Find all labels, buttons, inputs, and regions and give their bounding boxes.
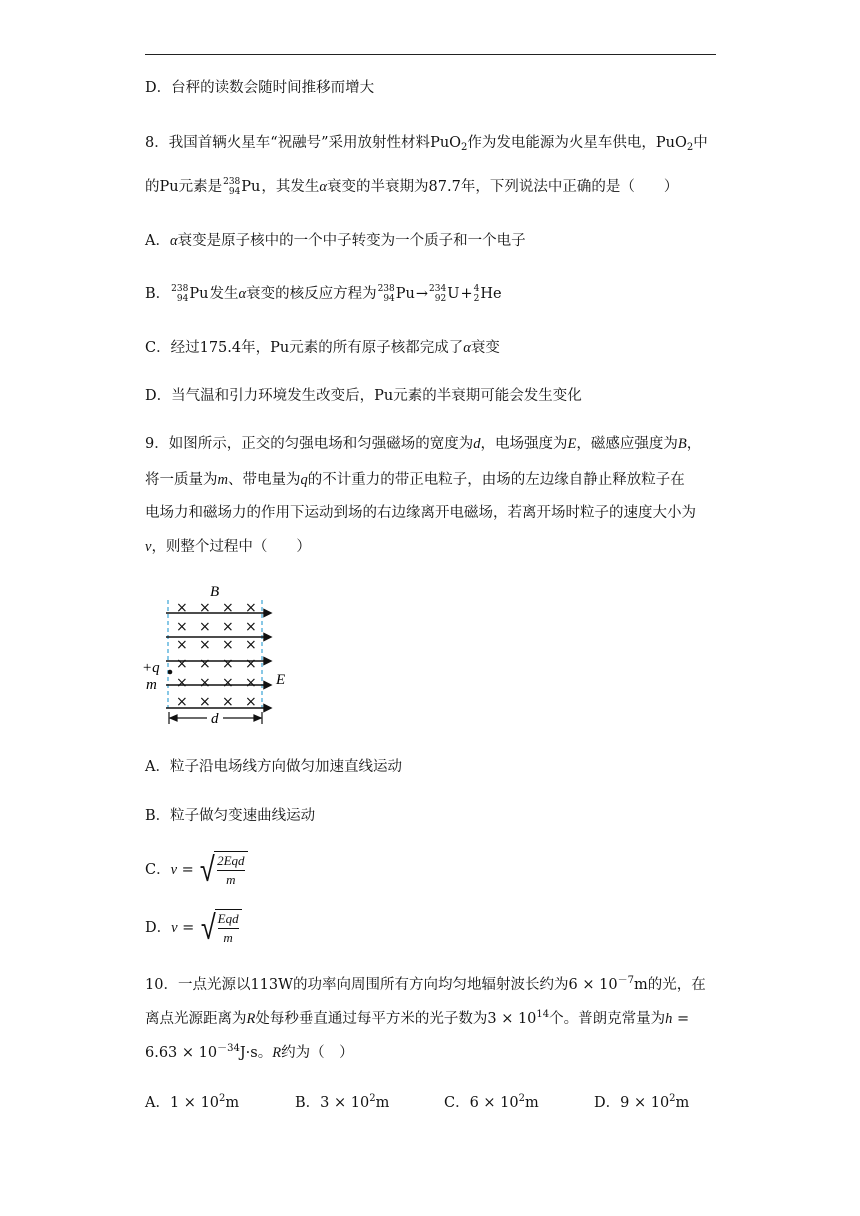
q9-option-a: A．粒子沿电场线方向做匀加速直线运动 — [145, 759, 402, 775]
svg-text:×: × — [245, 694, 257, 710]
q8-option-c: C．经过175.4年，Pu元素的所有原子核都完成了α衰变 — [145, 340, 500, 356]
svg-text:×: × — [222, 675, 234, 691]
q9-option-d: D．v = √ $\frac{\text{Eqd}}{m}$ — [145, 906, 242, 950]
q10-stem-line2: 离点光源距离为R处每秒垂直通过每平方米的光子数为$3 \times 10^{14}$个。普朗克常量为h = — [145, 1009, 690, 1027]
svg-text:×: × — [222, 656, 234, 672]
svg-text:×: × — [245, 600, 257, 616]
header-rule — [145, 54, 716, 55]
diagram-label-e: E — [276, 672, 286, 688]
q8-stem-line2: 的Pu元素是 238 94 Pu ，其发生α衰变的半衰期为87.7年，下列说法中正确的是（ ） — [145, 177, 679, 197]
diagram-label-b: B — [210, 584, 220, 600]
svg-text:×: × — [245, 637, 257, 653]
em-field-diagram — [140, 580, 300, 730]
svg-text:×: × — [222, 694, 234, 710]
diagram-label-d: d — [211, 711, 219, 727]
svg-text:×: × — [199, 619, 211, 635]
svg-text:×: × — [176, 619, 188, 635]
svg-text:×: × — [176, 675, 188, 691]
q9-option-b: B．粒子做匀变速曲线运动 — [145, 808, 316, 824]
q10-stem-line3: $6.63 \times 10^{-34}J\cdot s$。R约为（ ） — [145, 1043, 354, 1061]
svg-text:×: × — [176, 694, 188, 710]
svg-text:×: × — [176, 637, 188, 653]
q10-option-a: A．$1 \times 10^2m$ — [145, 1093, 240, 1111]
svg-text:×: × — [199, 675, 211, 691]
q7-option-d: D．台秤的读数会随时间推移而增大 — [145, 80, 375, 96]
svg-text:×: × — [245, 675, 257, 691]
svg-text:×: × — [222, 619, 234, 635]
q10-stem-line1: 10．一点光源以113W的功率向周围所有方向均匀地辐射波长约为$6 \times 10^{-7}m$的光，在 — [145, 975, 706, 993]
magnetic-field-crosses — [176, 600, 257, 710]
q9-stem-line4: v，则整个过程中（ ） — [145, 539, 311, 555]
svg-text:×: × — [245, 656, 257, 672]
diagram-label-m: m — [146, 677, 157, 693]
q9-option-c: C．v = √ $\frac{\text{2Eqd}}{m}$ — [145, 848, 248, 892]
q8-option-a: A．α衰变是原子核中的一个中子转变为一个质子和一个电子 — [145, 233, 526, 249]
q10-option-d: D．$9 \times 10^2m$ — [594, 1093, 690, 1111]
q8-option-d: D．当气温和引力环境发生改变后，Pu元素的半衰期可能会发生变化 — [145, 388, 582, 404]
q9-stem-line2: 将一质量为m、带电量为q的不计重力的带正电粒子，由场的左边缘自静止释放粒子在 — [145, 472, 685, 488]
svg-text:×: × — [199, 656, 211, 672]
svg-text:×: × — [176, 600, 188, 616]
q9-stem-line3: 电场力和磁场力的作用下运动到场的右边缘离开电磁场，若离开场时粒子的速度大小为 — [145, 505, 696, 521]
q8-option-b: B． 238 94 Pu 发生α衰变的核反应方程为 238 94 Pu → 234 92 U + 4 2 He — [145, 284, 502, 304]
q9-stem-line1: 9．如图所示，正交的匀强电场和匀强磁场的宽度为d，电场强度为E，磁感应强度为B， — [145, 436, 702, 452]
svg-text:×: × — [245, 619, 257, 635]
svg-text:×: × — [199, 600, 211, 616]
svg-text:×: × — [199, 694, 211, 710]
svg-text:×: × — [199, 637, 211, 653]
svg-text:×: × — [222, 600, 234, 616]
svg-text:×: × — [222, 637, 234, 653]
q8-stem-line1: 8．我国首辆火星车“祝融号”采用放射性材料PuO$_2$作为发电能源为火星车供电，PuO$_2$中 — [145, 135, 708, 153]
particle-dot — [168, 670, 173, 675]
q10-option-c: C．$6 \times 10^2m$ — [444, 1093, 539, 1111]
q10-option-b: B．$3 \times 10^2m$ — [295, 1093, 390, 1111]
svg-text:×: × — [176, 656, 188, 672]
pu238-nuclide: 238 94 Pu — [223, 177, 261, 197]
diagram-label-q: +q — [142, 660, 160, 676]
